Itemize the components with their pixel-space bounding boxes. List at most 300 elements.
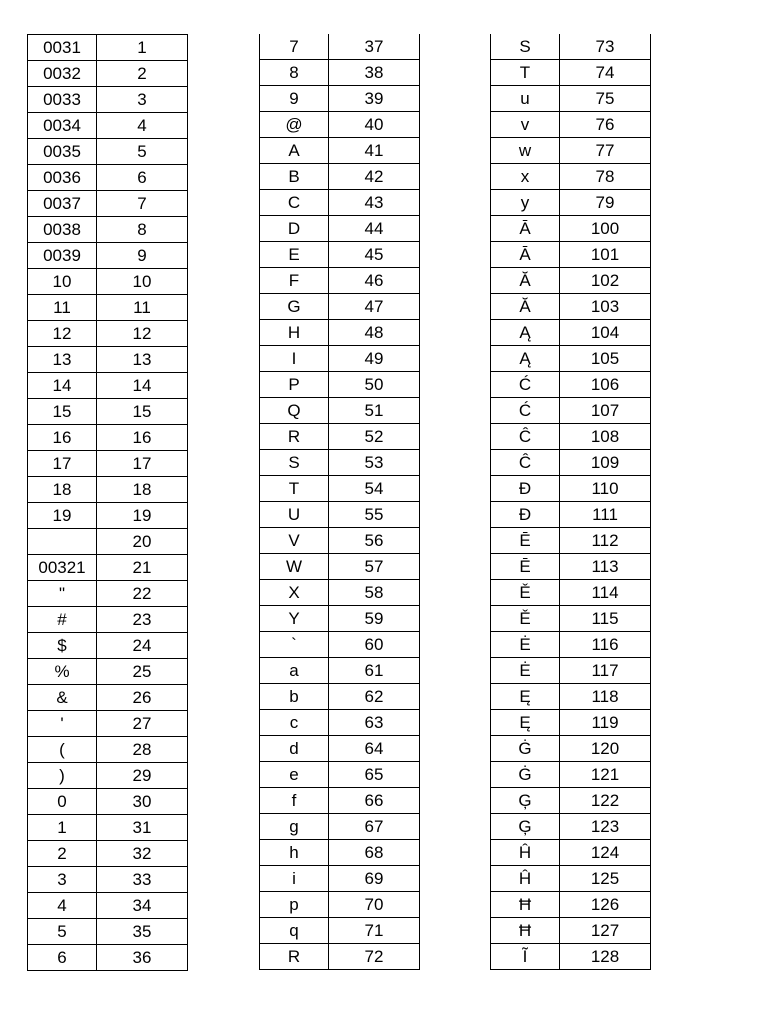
code-table-2	[259, 34, 420, 970]
value-cell: 24	[97, 633, 188, 659]
code-cell: 12	[28, 321, 97, 347]
table-row	[260, 944, 420, 970]
code-cell: S	[491, 34, 560, 60]
table-row	[491, 892, 651, 918]
table-row	[28, 477, 188, 503]
code-cell: I	[260, 346, 329, 372]
code-cell: 00321	[28, 555, 97, 581]
table-row	[260, 424, 420, 450]
value-cell: 31	[97, 815, 188, 841]
value-cell: 40	[329, 112, 420, 138]
code-cell	[28, 529, 97, 555]
code-cell: h	[260, 840, 329, 866]
value-cell: 108	[560, 424, 651, 450]
code-cell: 0035	[28, 139, 97, 165]
value-cell: 13	[97, 347, 188, 373]
code-cell: Ě	[491, 606, 560, 632]
table-row	[260, 216, 420, 242]
table-row	[260, 60, 420, 86]
value-cell: 26	[97, 685, 188, 711]
table-row	[28, 217, 188, 243]
table-row	[491, 502, 651, 528]
code-cell: g	[260, 814, 329, 840]
table-row	[491, 424, 651, 450]
code-table-3	[490, 34, 651, 970]
value-cell: 32	[97, 841, 188, 867]
code-cell: 0	[28, 789, 97, 815]
value-cell: 14	[97, 373, 188, 399]
code-cell: Ģ	[491, 814, 560, 840]
table-row	[28, 919, 188, 945]
code-cell: Ĩ	[491, 944, 560, 970]
table-row	[491, 762, 651, 788]
table-row	[260, 684, 420, 710]
table-row	[491, 242, 651, 268]
value-cell: 38	[329, 60, 420, 86]
value-cell: 50	[329, 372, 420, 398]
table-row	[491, 658, 651, 684]
code-cell: Ć	[491, 398, 560, 424]
code-cell: #	[28, 607, 97, 633]
value-cell: 104	[560, 320, 651, 346]
code-cell: R	[260, 424, 329, 450]
value-cell: 58	[329, 580, 420, 606]
table-row	[28, 945, 188, 971]
code-cell: q	[260, 918, 329, 944]
table-row	[260, 190, 420, 216]
value-cell: 76	[560, 112, 651, 138]
table-row	[491, 840, 651, 866]
code-cell: T	[260, 476, 329, 502]
code-cell: Ě	[491, 580, 560, 606]
code-cell: y	[491, 190, 560, 216]
table-row	[491, 866, 651, 892]
code-cell: d	[260, 736, 329, 762]
value-cell: 19	[97, 503, 188, 529]
value-cell: 8	[97, 217, 188, 243]
table-row	[28, 737, 188, 763]
code-cell: Ę	[491, 684, 560, 710]
value-cell: 1	[97, 35, 188, 61]
table-row	[260, 164, 420, 190]
value-cell: 119	[560, 710, 651, 736]
value-cell: 60	[329, 632, 420, 658]
value-cell: 45	[329, 242, 420, 268]
table-row	[260, 892, 420, 918]
code-cell: `	[260, 632, 329, 658]
code-cell: a	[260, 658, 329, 684]
value-cell: 72	[329, 944, 420, 970]
table-row	[28, 555, 188, 581]
table-row	[28, 243, 188, 269]
value-cell: 59	[329, 606, 420, 632]
code-cell: p	[260, 892, 329, 918]
code-cell: T	[491, 60, 560, 86]
code-cell: Ĥ	[491, 866, 560, 892]
value-cell: 68	[329, 840, 420, 866]
value-cell: 21	[97, 555, 188, 581]
table-body	[260, 34, 420, 970]
value-cell: 16	[97, 425, 188, 451]
code-cell: Ā	[491, 216, 560, 242]
code-cell: Ĉ	[491, 450, 560, 476]
value-cell: 11	[97, 295, 188, 321]
code-cell: C	[260, 190, 329, 216]
table-row	[260, 268, 420, 294]
table-row	[260, 814, 420, 840]
code-cell: V	[260, 528, 329, 554]
table-row	[28, 61, 188, 87]
code-cell: $	[28, 633, 97, 659]
table-row	[491, 814, 651, 840]
table-row	[260, 112, 420, 138]
table-row	[491, 268, 651, 294]
table-row	[260, 736, 420, 762]
table-row	[28, 685, 188, 711]
value-cell: 127	[560, 918, 651, 944]
table-row	[260, 632, 420, 658]
table-row	[491, 346, 651, 372]
value-cell: 77	[560, 138, 651, 164]
table-row	[491, 450, 651, 476]
table-row	[28, 841, 188, 867]
table-row	[28, 659, 188, 685]
value-cell: 47	[329, 294, 420, 320]
value-cell: 111	[560, 502, 651, 528]
value-cell: 116	[560, 632, 651, 658]
table-row	[491, 918, 651, 944]
value-cell: 56	[329, 528, 420, 554]
table-row	[28, 451, 188, 477]
code-cell: 0038	[28, 217, 97, 243]
value-cell: 29	[97, 763, 188, 789]
value-cell: 67	[329, 814, 420, 840]
table-row	[260, 450, 420, 476]
value-cell: 22	[97, 581, 188, 607]
value-cell: 124	[560, 840, 651, 866]
value-cell: 73	[560, 34, 651, 60]
code-table-1	[27, 34, 188, 971]
value-cell: 35	[97, 919, 188, 945]
table-row	[28, 295, 188, 321]
value-cell: 49	[329, 346, 420, 372]
value-cell: 118	[560, 684, 651, 710]
table-body	[491, 34, 651, 970]
table-row	[28, 763, 188, 789]
code-cell: Ą	[491, 320, 560, 346]
code-cell: Ġ	[491, 762, 560, 788]
table-row	[28, 711, 188, 737]
value-cell: 15	[97, 399, 188, 425]
value-cell: 3	[97, 87, 188, 113]
code-cell: Ā	[491, 242, 560, 268]
table-row	[28, 35, 188, 61]
value-cell: 20	[97, 529, 188, 555]
table-row	[28, 529, 188, 555]
code-cell: @	[260, 112, 329, 138]
table-row	[260, 580, 420, 606]
value-cell: 12	[97, 321, 188, 347]
table-row	[260, 86, 420, 112]
value-cell: 36	[97, 945, 188, 971]
table-row	[260, 502, 420, 528]
code-cell: 10	[28, 269, 97, 295]
table-row	[28, 633, 188, 659]
value-cell: 57	[329, 554, 420, 580]
code-cell: 15	[28, 399, 97, 425]
code-cell: v	[491, 112, 560, 138]
value-cell: 120	[560, 736, 651, 762]
code-cell: Ę	[491, 710, 560, 736]
value-cell: 121	[560, 762, 651, 788]
value-cell: 9	[97, 243, 188, 269]
value-cell: 48	[329, 320, 420, 346]
code-cell: 11	[28, 295, 97, 321]
value-cell: 44	[329, 216, 420, 242]
code-cell: '	[28, 711, 97, 737]
table-row	[260, 554, 420, 580]
table-row	[260, 34, 420, 60]
code-cell: P	[260, 372, 329, 398]
value-cell: 10	[97, 269, 188, 295]
code-cell: Đ	[491, 476, 560, 502]
table-row	[260, 606, 420, 632]
value-cell: 17	[97, 451, 188, 477]
table-row	[260, 138, 420, 164]
code-cell: 0034	[28, 113, 97, 139]
table-row	[491, 112, 651, 138]
code-cell: 0039	[28, 243, 97, 269]
value-cell: 117	[560, 658, 651, 684]
code-cell: b	[260, 684, 329, 710]
value-cell: 43	[329, 190, 420, 216]
table-row	[491, 632, 651, 658]
table-row	[260, 242, 420, 268]
table-row	[260, 398, 420, 424]
value-cell: 55	[329, 502, 420, 528]
value-cell: 74	[560, 60, 651, 86]
code-cell: i	[260, 866, 329, 892]
value-cell: 39	[329, 86, 420, 112]
table-row	[491, 944, 651, 970]
code-cell: U	[260, 502, 329, 528]
table-row	[260, 320, 420, 346]
value-cell: 18	[97, 477, 188, 503]
code-cell: Ć	[491, 372, 560, 398]
table-row	[260, 528, 420, 554]
code-cell: Ġ	[491, 736, 560, 762]
table-row	[491, 606, 651, 632]
code-cell: D	[260, 216, 329, 242]
table-row	[260, 372, 420, 398]
table-row	[491, 736, 651, 762]
table-row	[491, 34, 651, 60]
code-cell: G	[260, 294, 329, 320]
value-cell: 101	[560, 242, 651, 268]
value-cell: 103	[560, 294, 651, 320]
table-row	[28, 373, 188, 399]
value-cell: 6	[97, 165, 188, 191]
code-cell: x	[491, 164, 560, 190]
code-cell: 5	[28, 919, 97, 945]
table-row	[260, 658, 420, 684]
value-cell: 62	[329, 684, 420, 710]
table-row	[28, 347, 188, 373]
code-cell: 0032	[28, 61, 97, 87]
table-row	[491, 320, 651, 346]
code-cell: Ą	[491, 346, 560, 372]
value-cell: 79	[560, 190, 651, 216]
table-row	[28, 191, 188, 217]
code-cell: 18	[28, 477, 97, 503]
code-cell: 16	[28, 425, 97, 451]
code-cell: W	[260, 554, 329, 580]
table-row	[491, 580, 651, 606]
code-cell: 13	[28, 347, 97, 373]
value-cell: 112	[560, 528, 651, 554]
value-cell: 33	[97, 867, 188, 893]
value-cell: 53	[329, 450, 420, 476]
code-cell: 4	[28, 893, 97, 919]
code-cell: &	[28, 685, 97, 711]
table-row	[28, 607, 188, 633]
table-row	[491, 398, 651, 424]
code-cell: E	[260, 242, 329, 268]
value-cell: 110	[560, 476, 651, 502]
table-row	[260, 840, 420, 866]
code-cell: 3	[28, 867, 97, 893]
value-cell: 42	[329, 164, 420, 190]
table-row	[491, 294, 651, 320]
value-cell: 27	[97, 711, 188, 737]
value-cell: 28	[97, 737, 188, 763]
value-cell: 75	[560, 86, 651, 112]
value-cell: 123	[560, 814, 651, 840]
table-row	[28, 139, 188, 165]
value-cell: 41	[329, 138, 420, 164]
code-cell: B	[260, 164, 329, 190]
code-cell: Ă	[491, 294, 560, 320]
table-row	[260, 918, 420, 944]
value-cell: 37	[329, 34, 420, 60]
table-row	[28, 789, 188, 815]
table-row	[28, 87, 188, 113]
value-cell: 4	[97, 113, 188, 139]
value-cell: 70	[329, 892, 420, 918]
table-row	[260, 710, 420, 736]
code-cell: 7	[260, 34, 329, 60]
value-cell: 106	[560, 372, 651, 398]
code-cell: Ē	[491, 554, 560, 580]
value-cell: 64	[329, 736, 420, 762]
table-row	[491, 86, 651, 112]
value-cell: 46	[329, 268, 420, 294]
code-cell: e	[260, 762, 329, 788]
table-row	[260, 346, 420, 372]
code-cell: Ē	[491, 528, 560, 554]
code-cell: 14	[28, 373, 97, 399]
code-cell: Ģ	[491, 788, 560, 814]
table-row	[491, 528, 651, 554]
table-body	[28, 35, 188, 971]
table-row	[491, 372, 651, 398]
value-cell: 100	[560, 216, 651, 242]
value-cell: 105	[560, 346, 651, 372]
value-cell: 107	[560, 398, 651, 424]
value-cell: 5	[97, 139, 188, 165]
table-row	[491, 216, 651, 242]
value-cell: 78	[560, 164, 651, 190]
code-cell: H	[260, 320, 329, 346]
table-row	[260, 476, 420, 502]
table-row	[491, 476, 651, 502]
value-cell: 102	[560, 268, 651, 294]
code-cell: Ă	[491, 268, 560, 294]
table-row	[28, 581, 188, 607]
table-row	[28, 815, 188, 841]
value-cell: 126	[560, 892, 651, 918]
value-cell: 66	[329, 788, 420, 814]
value-cell: 71	[329, 918, 420, 944]
code-cell: Ĥ	[491, 840, 560, 866]
value-cell: 115	[560, 606, 651, 632]
table-row	[491, 138, 651, 164]
code-cell: 1	[28, 815, 97, 841]
value-cell: 113	[560, 554, 651, 580]
code-cell: 2	[28, 841, 97, 867]
value-cell: 30	[97, 789, 188, 815]
code-cell: u	[491, 86, 560, 112]
code-cell: 19	[28, 503, 97, 529]
table-row	[28, 113, 188, 139]
table-row	[28, 269, 188, 295]
code-cell: Y	[260, 606, 329, 632]
value-cell: 114	[560, 580, 651, 606]
code-cell: Ė	[491, 632, 560, 658]
code-cell: "	[28, 581, 97, 607]
code-cell: 0031	[28, 35, 97, 61]
code-cell: 6	[28, 945, 97, 971]
table-row	[28, 425, 188, 451]
value-cell: 52	[329, 424, 420, 450]
value-cell: 34	[97, 893, 188, 919]
value-cell: 54	[329, 476, 420, 502]
code-cell: X	[260, 580, 329, 606]
table-row	[28, 503, 188, 529]
table-row	[28, 321, 188, 347]
value-cell: 125	[560, 866, 651, 892]
value-cell: 65	[329, 762, 420, 788]
code-cell: 0037	[28, 191, 97, 217]
table-row	[491, 788, 651, 814]
code-cell: S	[260, 450, 329, 476]
code-cell: w	[491, 138, 560, 164]
table-row	[491, 554, 651, 580]
code-cell: F	[260, 268, 329, 294]
table-row	[28, 893, 188, 919]
code-cell: c	[260, 710, 329, 736]
code-cell: f	[260, 788, 329, 814]
value-cell: 128	[560, 944, 651, 970]
code-cell: )	[28, 763, 97, 789]
table-row	[28, 399, 188, 425]
table-row	[260, 762, 420, 788]
code-cell: Ė	[491, 658, 560, 684]
code-cell: 0033	[28, 87, 97, 113]
code-cell: 0036	[28, 165, 97, 191]
value-cell: 25	[97, 659, 188, 685]
table-row	[491, 60, 651, 86]
